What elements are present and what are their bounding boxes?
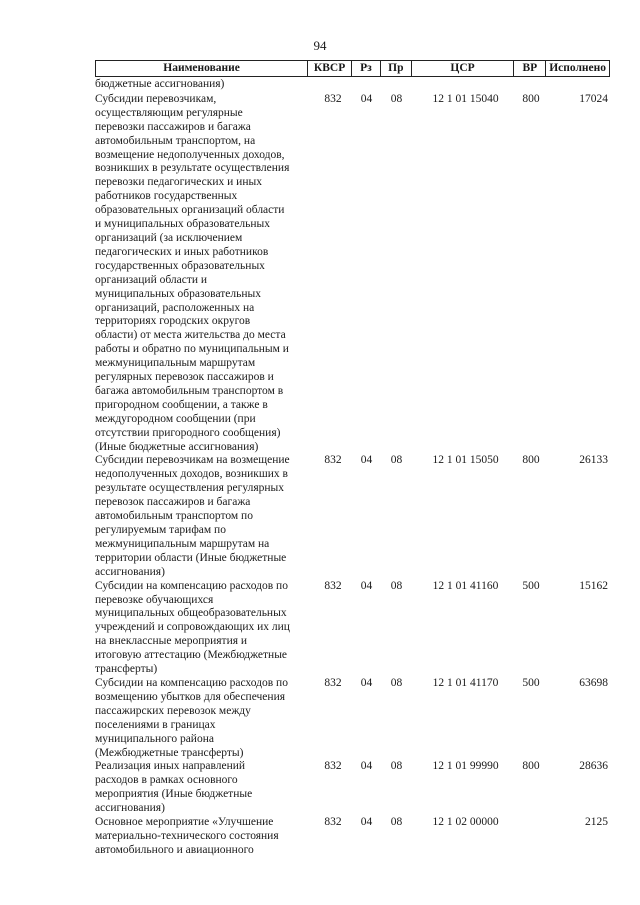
table-row (95, 677, 610, 760)
row-csr: 12 1 02 00000 (432, 816, 499, 829)
row-name: Реализация иных направлений расходов в рамках основного мероприятия (Иные бюджетные ассигнования) (95, 760, 253, 815)
row-vr: 500 (522, 579, 540, 592)
row-pr: 08 (390, 579, 403, 592)
row-kvsr: 832 (324, 760, 342, 773)
row-vr: 800 (522, 454, 540, 467)
row-rz: 04 (360, 676, 373, 689)
row-done: 17024 (579, 92, 608, 105)
row-done: 28636 (579, 760, 608, 773)
row-kvsr: 832 (324, 454, 342, 467)
header-kvsr: КВСР (308, 61, 352, 76)
row-name: Субсидии перевозчикам на возмещение недополученных доходов, возникших в результате осуществления регулярных перевозок пассажиров и багажа автомобильным транспортом по регулируемым тарифам по межмуниципальным маршрутам на территории области (Иные бюджетные ассигнования) (95, 454, 290, 578)
header-vr: ВР (514, 61, 546, 76)
row-csr: 12 1 01 15040 (432, 92, 499, 105)
table-row (95, 816, 610, 858)
row-csr: 12 1 01 41170 (432, 676, 499, 689)
table-row (95, 580, 610, 677)
row-name: Субсидии на компенсацию расходов по перевозке обучающихся муниципальных общеобразовательных учреждений и сопровождающих их лиц на внеклассные мероприятия и итоговую аттестацию (Межбюджетные трансферты) (95, 579, 290, 676)
row-vr: 500 (522, 676, 540, 689)
header-pr: Пр (381, 61, 412, 76)
row-rz: 04 (360, 92, 373, 105)
table-row-continuation (95, 78, 610, 92)
row-rz: 04 (360, 579, 373, 592)
row-vr (515, 816, 547, 858)
row-pr: 08 (390, 454, 403, 467)
row-pr: 08 (390, 676, 403, 689)
header-csr: ЦСР (412, 61, 515, 76)
page-number: 94 (313, 38, 327, 53)
row-rz: 04 (360, 760, 373, 773)
row-csr: 12 1 01 15050 (432, 454, 499, 467)
row-done: 2125 (585, 816, 608, 829)
row-vr: 800 (522, 92, 540, 105)
row-kvsr: 832 (324, 816, 342, 829)
row-name: Субсидии на компенсацию расходов по возмещению убытков для обеспечения пассажирских перевозок между поселениями в границах муниципального района (Межбюджетные трансферты) (95, 676, 288, 759)
table-row (95, 760, 610, 816)
header-name: Наименование (96, 61, 308, 76)
row-done: 26133 (579, 454, 608, 467)
table-row (95, 454, 610, 579)
row-name: Основное мероприятие «Улучшение материально-технического состояния автомобильного и авиационного (95, 816, 279, 856)
header-done: Исполнено (549, 62, 607, 74)
row-vr: 800 (522, 760, 540, 773)
row-rz: 04 (360, 816, 373, 829)
row-pr: 08 (390, 816, 403, 829)
row-name: бюджетные ассигнования) (95, 78, 225, 90)
row-rz: 04 (360, 454, 373, 467)
row-pr: 08 (390, 92, 403, 105)
row-kvsr: 832 (324, 579, 342, 592)
header-rz: Рз (352, 61, 381, 76)
row-pr: 08 (390, 760, 403, 773)
row-name: Субсидии перевозчикам, осуществляющим регулярные перевозки пассажиров и багажа автомобильным транспортом, на возмещение недополученных доходов, возникших в результате осуществления перевозки педагогических и иных работников государственных образовательных организаций области и муниципальных образовательных организаций (за исключением педагогических и иных работников государственных образовательных организаций области и муниципальных образовательных организаций, расположенных на территориях городских округов области) от места жительства до места работы и обратно по муниципальным и межмуниципальным маршрутам регулярных перевозок пассажиров и багажа автомобильным транспортом в пригородном сообщении, а также в междугородном сообщении (при отсутствии пригородного сообщения) (Иные бюджетные ассигнования) (95, 92, 290, 453)
row-done: 63698 (579, 676, 608, 689)
row-kvsr: 832 (324, 92, 342, 105)
row-done: 15162 (579, 579, 608, 592)
table-header (95, 60, 610, 77)
row-csr: 12 1 01 99990 (432, 760, 499, 773)
budget-table (95, 60, 610, 858)
table-row (95, 93, 610, 455)
row-csr: 12 1 01 41160 (432, 579, 499, 592)
row-kvsr: 832 (324, 676, 342, 689)
